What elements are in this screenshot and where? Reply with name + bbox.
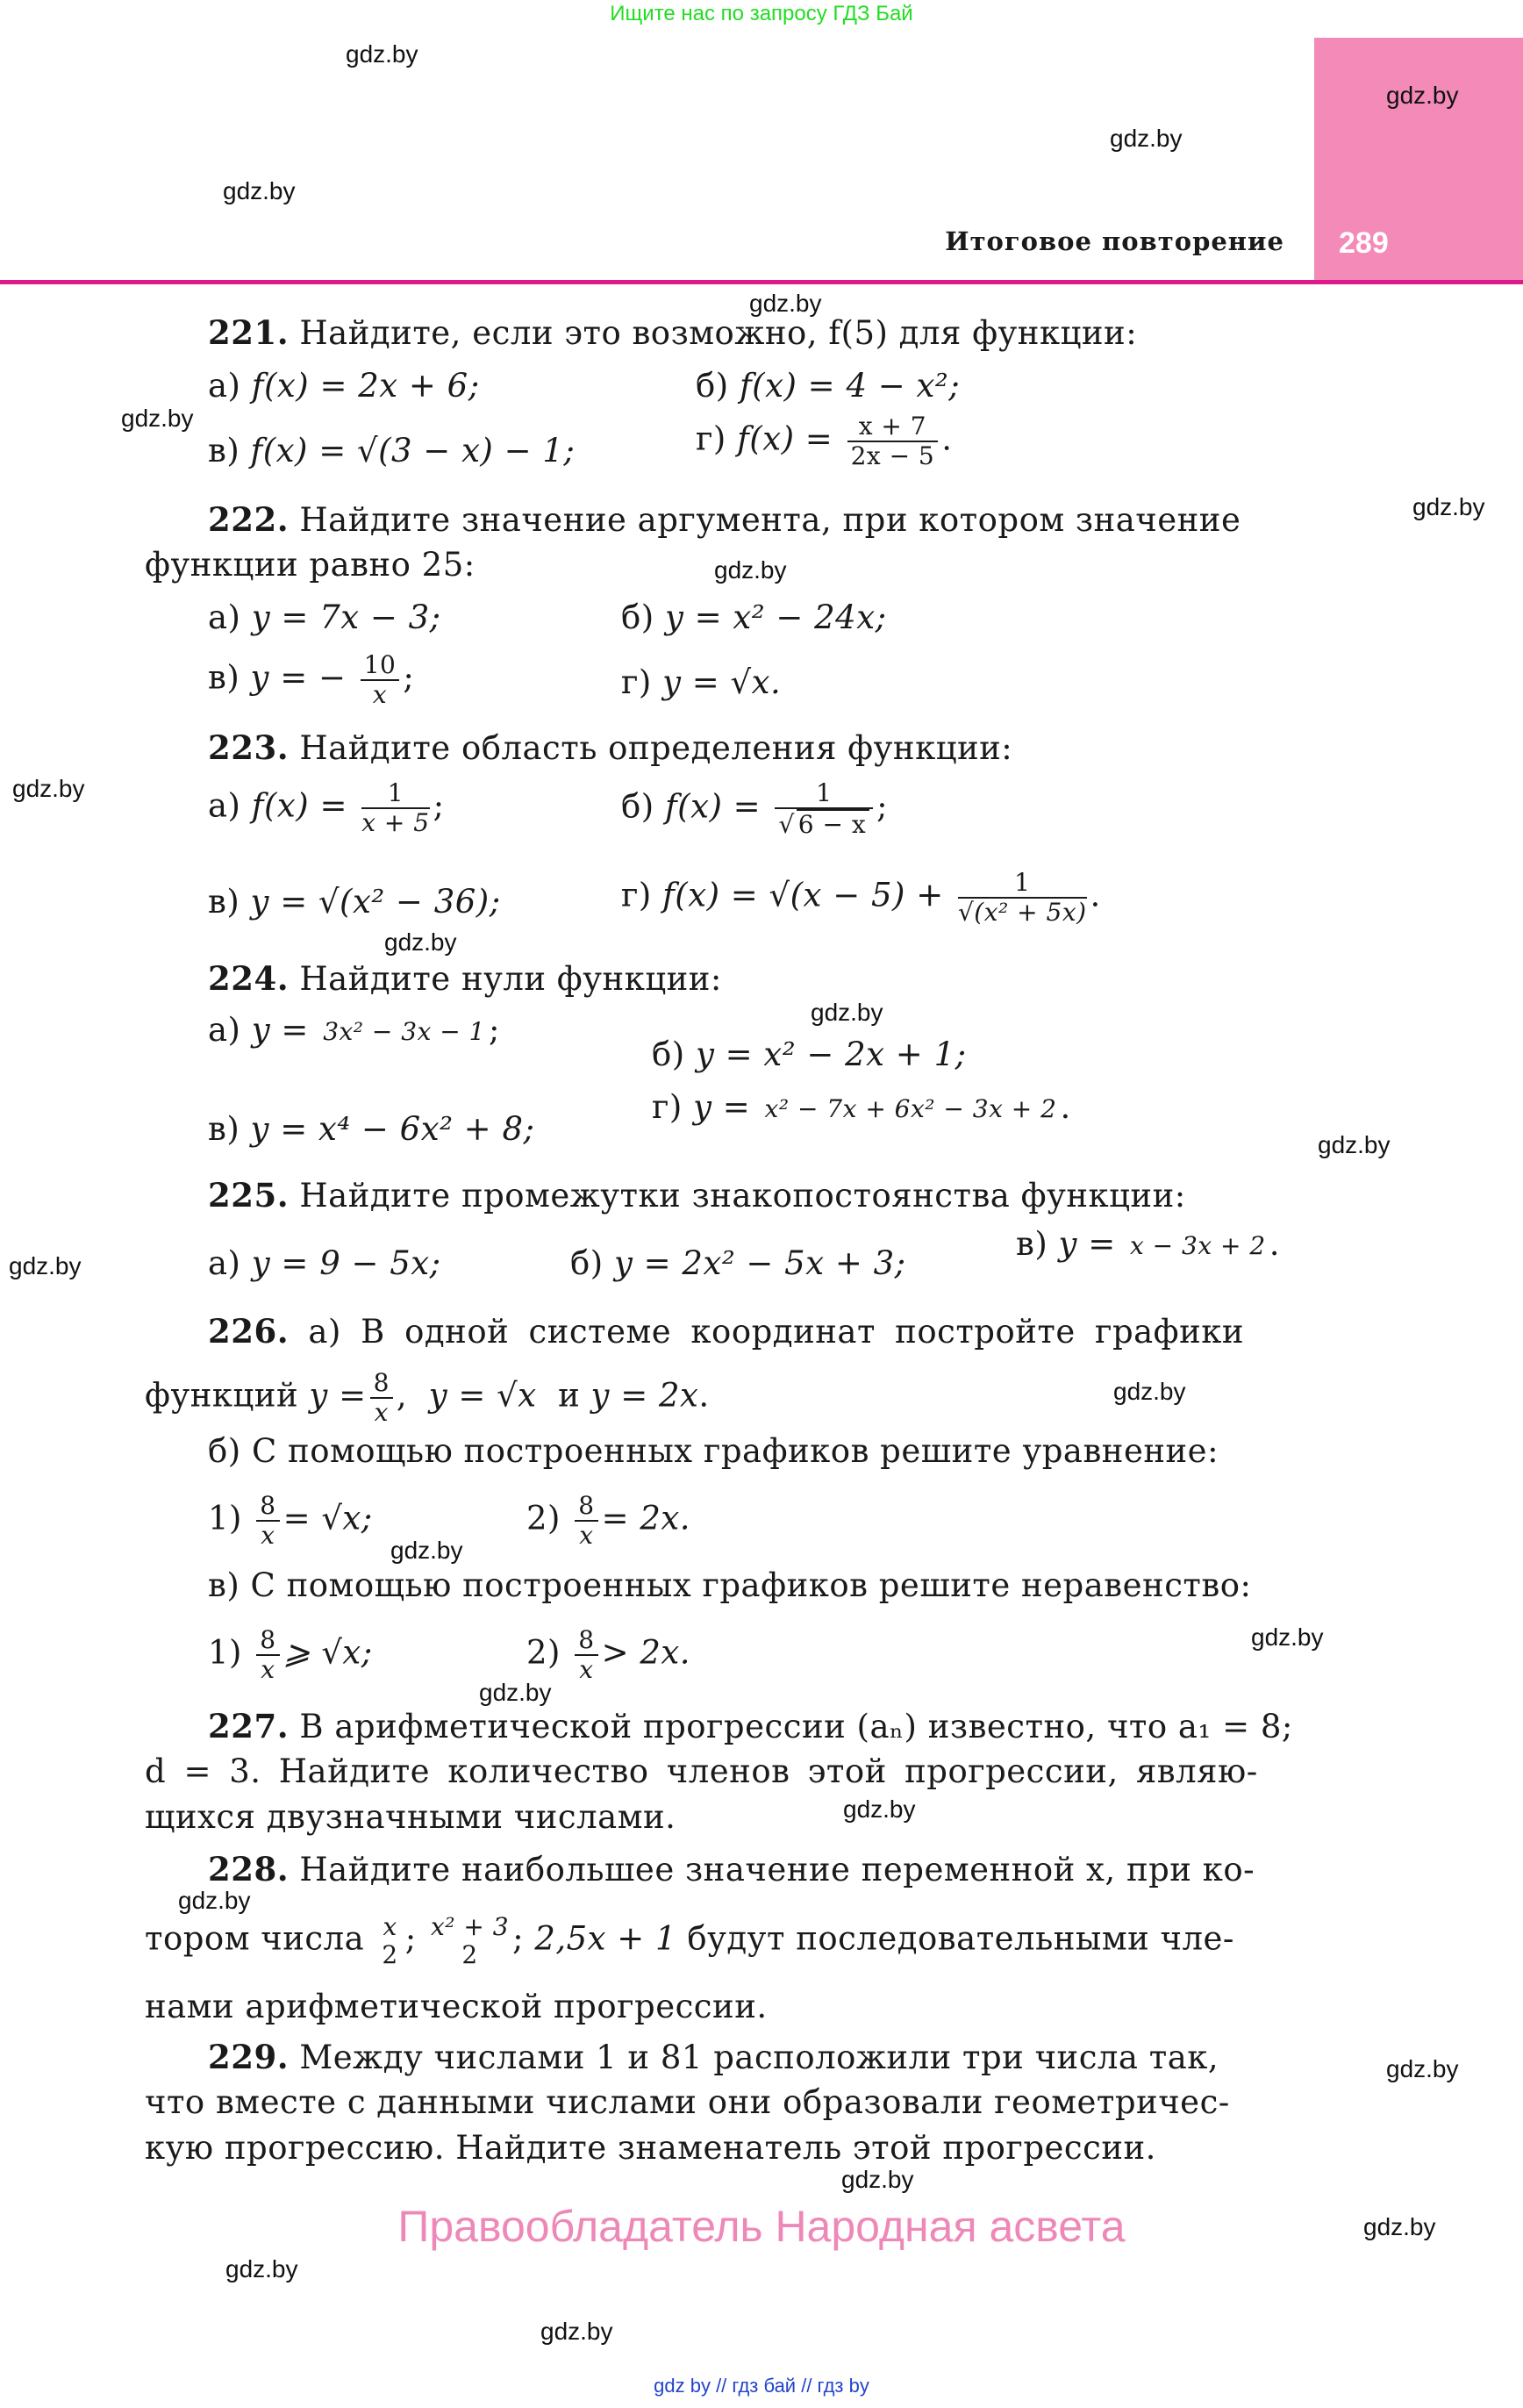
problem-226-part-b: б) С помощью построенных графиков решите уравнение: xyxy=(208,1432,1219,1470)
problem-221-statement: 221. Найдите, если это возможно, f(5) для функции: xyxy=(208,313,1138,352)
problem-221-item-v: в) f(x) = √(3 − x) − 1; xyxy=(208,432,576,469)
problem-225-item-b: б) y = 2x² − 5x + 3; xyxy=(570,1244,906,1282)
problem-224-item-v: в) y = x⁴ − 6x² + 8; xyxy=(208,1110,535,1148)
problem-225-item-a: а) y = 9 − 5x; xyxy=(208,1244,441,1282)
problem-222-statement: 222. Найдите значение аргумента, при котором значение xyxy=(208,500,1241,539)
problem-229-line3: кую прогрессию. Найдите знаменатель этой прогрессии. xyxy=(145,2129,1156,2167)
fraction: $\frac{8}{x}$ xyxy=(575,1492,597,1550)
problem-227-line3: щихся двузначными числами. xyxy=(145,1798,676,1836)
problem-228-line2: тором числа x 2 ; x² + 3 2 ; 2,5x + 1 будут последовательными чле- xyxy=(145,1912,1234,1970)
problem-222-item-a: а) y = 7x − 3; xyxy=(208,598,441,636)
header-rule xyxy=(0,280,1523,284)
problem-223-item-g: г) f(x) = √(x − 5) + $\frac{1}{\text{√(x² + 5x)}}$ . xyxy=(621,868,1101,928)
fraction: 3x² − 3x − 1 xyxy=(323,1017,485,1047)
watermark: gdz.by xyxy=(841,2166,914,2193)
problem-222-item-b: б) y = x² − 24x; xyxy=(621,598,887,636)
watermark: gdz.by xyxy=(223,177,296,204)
problem-226-b-item-1: 1) $\frac{8}{x} = √x$; xyxy=(208,1491,373,1551)
problem-225-item-v: в) y = x − 3x + 2 . xyxy=(1016,1225,1280,1263)
problem-223-statement: 223. Найдите область определения функции: xyxy=(208,728,1013,767)
watermark: gdz.by xyxy=(540,2318,613,2345)
problem-222-item-g: г) y = √x. xyxy=(621,663,782,701)
footer-links[interactable]: gdz by // гдз бай // гдз by xyxy=(654,2375,869,2397)
problem-224-item-b: б) y = x² − 2x + 1; xyxy=(652,1036,967,1073)
problem-221-item-a: а) f(x) = 2x + 6; xyxy=(208,367,480,405)
fraction: $\frac{1}{\text{√(x² + 5x)}}$ xyxy=(957,868,1087,928)
watermark: gdz.by xyxy=(479,1679,552,1706)
watermark: gdz.by xyxy=(346,40,418,68)
watermark: gdz.by xyxy=(121,405,194,432)
copyright-notice: Правообладатель Народная асвета xyxy=(397,2202,1126,2251)
problem-223-item-v: в) y = √(x² − 36); xyxy=(208,883,501,921)
problem-229-line1: 229. Между числами 1 и 81 расположили три числа так, xyxy=(208,2038,1219,2076)
problem-228-line3: нами арифметической прогрессии. xyxy=(145,1988,768,2025)
problem-223-item-a: а) f(x) = $\frac{1}{x + 5}$ ; xyxy=(208,778,445,838)
problem-226-v-item-1: 1) $\frac{8}{x}$ ⩾ √x; xyxy=(208,1625,373,1685)
fraction: $\frac{8}{x}$ xyxy=(256,1626,279,1684)
watermark: gdz.by xyxy=(843,1795,916,1823)
fraction: $\frac{x + 7}{2x - 5}$ xyxy=(847,412,939,470)
fraction: $\frac{1}{√ 6 - x}$ xyxy=(775,779,873,839)
problem-229-line2: что вместе с данными числами они образовали геометричес- xyxy=(145,2083,1230,2121)
watermark: gdz.by xyxy=(178,1887,251,1914)
problem-222-statement-cont: функции равно 25: xyxy=(145,546,475,584)
watermark: gdz.by xyxy=(1110,125,1183,152)
watermark: gdz.by xyxy=(384,928,457,956)
watermark: gdz.by xyxy=(1318,1131,1391,1158)
problem-228-line1: 228. Найдите наибольшее значение переменной x, при ко- xyxy=(208,1850,1255,1888)
problem-number: 221. xyxy=(208,313,290,352)
problem-226-v-item-2: 2) $\frac{8}{x} > 2x$. xyxy=(526,1625,691,1685)
watermark: gdz.by xyxy=(1251,1623,1324,1651)
page-number: 289 xyxy=(1339,226,1389,260)
problem-226-functions: функций y = $\frac{8}{x}$ , y = √x и y = 2x. xyxy=(145,1368,710,1428)
watermark: gdz.by xyxy=(9,1252,82,1279)
watermark: gdz.by xyxy=(1113,1378,1186,1405)
problem-223-item-b: б) f(x) = $\frac{1}{√ 6 - x}$ ; xyxy=(621,778,889,840)
watermark: gdz.by xyxy=(1412,493,1485,520)
watermark: gdz.by xyxy=(714,556,787,584)
problem-224-statement: 224. Найдите нули функции: xyxy=(208,959,722,998)
problem-224-item-a: а) y = 3x² − 3x − 1 ; xyxy=(208,1011,500,1049)
problem-225-statement: 225. Найдите промежутки знакопостоянства функции: xyxy=(208,1176,1186,1215)
watermark: gdz.by xyxy=(1386,2055,1459,2082)
watermark: gdz.by xyxy=(749,290,822,317)
watermark: gdz.by xyxy=(1363,2213,1436,2240)
fraction: $\frac{8}{x}$ xyxy=(256,1492,279,1550)
fraction: x² + 3 2 xyxy=(430,1912,510,1970)
fraction: $\frac{1}{x + 5}$ xyxy=(361,778,430,838)
problem-226-part-v: в) С помощью построенных графиков решите неравенство: xyxy=(208,1566,1252,1604)
fraction: $\frac{8}{x}$ xyxy=(575,1626,597,1684)
watermark: gdz.by xyxy=(12,775,85,802)
problem-226-part-a: 226. а) В одной системе координат постройте графики xyxy=(208,1312,1245,1351)
problem-227-line1: 227. В арифметической прогрессии (aₙ) известно, что a₁ = 8; xyxy=(208,1707,1293,1745)
problem-224-item-g: г) y = x² − 7x + 6x² − 3x + 2 . xyxy=(652,1088,1071,1126)
problem-222-item-v: в) y = − $\frac{10}{x}$ ; xyxy=(208,650,415,710)
problem-227-line2: d = 3. Найдите количество членов этой прогрессии, являю- xyxy=(145,1752,1258,1790)
watermark: gdz.by xyxy=(225,2255,298,2283)
watermark: gdz.by xyxy=(1386,82,1459,109)
fraction: $\frac{10}{x}$ xyxy=(361,651,400,709)
fraction: $\frac{8}{x}$ xyxy=(370,1369,393,1427)
problem-221-item-g: г) f(x) = $\frac{x + 7}{2x - 5}$ . xyxy=(696,412,953,471)
fraction: x − 3x + 2 xyxy=(1129,1231,1266,1261)
search-hint-banner: Ищите нас по запросу ГДЗ Бай xyxy=(610,2,913,25)
problem-226-b-item-2: 2) $\frac{8}{x} = 2x$. xyxy=(526,1491,691,1551)
problem-221-item-b: б) f(x) = 4 − x²; xyxy=(696,367,961,405)
running-title: Итоговое повторение xyxy=(945,226,1284,256)
watermark: gdz.by xyxy=(390,1537,463,1564)
fraction: x 2 xyxy=(382,1912,398,1970)
fraction: x² − 7x + 6x² − 3x + 2 xyxy=(764,1094,1057,1124)
watermark: gdz.by xyxy=(811,999,883,1026)
